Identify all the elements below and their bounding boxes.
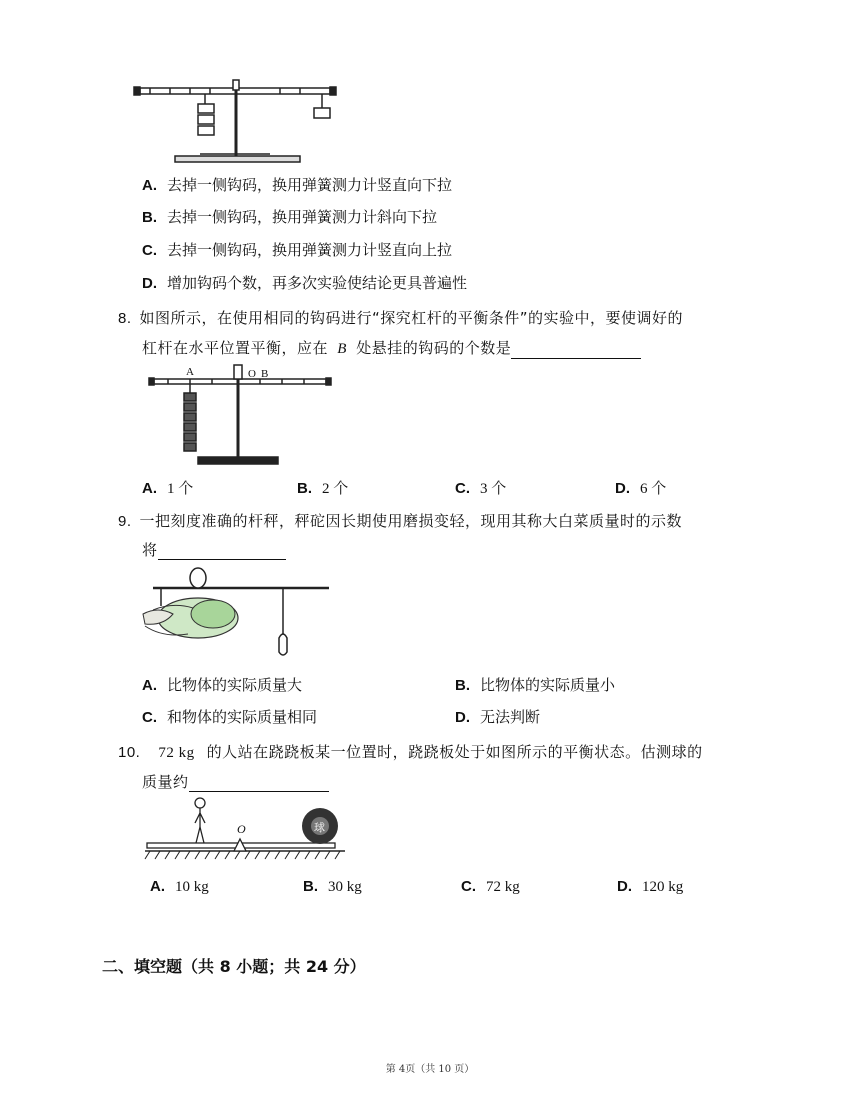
option-text: 6 个 bbox=[640, 481, 667, 497]
ball-label: 球 bbox=[314, 821, 325, 834]
option-text: 去掉一侧钩码，换用弹簧测力计竖直向下拉 bbox=[167, 176, 453, 194]
point-label: B bbox=[337, 341, 347, 357]
q7-option-d bbox=[142, 273, 467, 294]
label-o: O bbox=[248, 368, 256, 380]
q9-text: 一把刻度准确的杆秤，秤砣因长期使用磨损变轻，现用其称大白菜质量时的示数 bbox=[139, 512, 683, 530]
option-key: C. bbox=[461, 878, 476, 895]
q9-stem-line1 bbox=[118, 511, 682, 532]
q10-text: 的人站在跷跷板某一位置时，跷跷板处于如图所示的平衡状态。估测球的 bbox=[206, 743, 703, 761]
q8-stem-line1 bbox=[118, 308, 683, 329]
option-text: 去掉一侧钩码，换用弹簧测力计斜向下拉 bbox=[167, 208, 438, 226]
option-key: B. bbox=[303, 878, 318, 895]
question-number: 9. bbox=[118, 513, 132, 530]
option-key: A. bbox=[142, 480, 157, 497]
q9-option-c bbox=[142, 707, 317, 728]
option-text: 和物体的实际质量相同 bbox=[167, 708, 318, 726]
option-key: A. bbox=[142, 677, 157, 694]
q9-steelyard-figure bbox=[133, 566, 333, 666]
q9-option-b bbox=[455, 675, 615, 696]
option-text: 30 kg bbox=[328, 879, 362, 895]
q10-stem-line1 bbox=[118, 742, 703, 763]
q7-option-b bbox=[142, 207, 437, 228]
answer-blank bbox=[158, 543, 286, 560]
option-key: B. bbox=[142, 209, 157, 226]
option-key: A. bbox=[142, 177, 157, 194]
q10-option-a bbox=[150, 876, 209, 897]
q7-lever-figure bbox=[130, 78, 350, 168]
question-number: 10. bbox=[118, 744, 141, 761]
option-text: 2 个 bbox=[322, 481, 349, 497]
option-key: D. bbox=[455, 709, 470, 726]
q9-text2: 将 bbox=[142, 541, 158, 559]
q8-option-b bbox=[297, 478, 348, 499]
option-text: 10 kg bbox=[175, 879, 209, 895]
q8-text-pre: 杠杆在水平位置平衡，应在 bbox=[142, 339, 329, 357]
q8-text: 如图所示，在使用相同的钩码进行“探究杠杆的平衡条件”的实验中，要使调好的 bbox=[139, 309, 684, 327]
option-key: B. bbox=[455, 677, 470, 694]
q10-option-d bbox=[617, 876, 683, 897]
q10-text2: 质量约 bbox=[142, 773, 189, 791]
question-number: 8. bbox=[118, 310, 132, 327]
label-a: A bbox=[186, 366, 194, 378]
option-key: A. bbox=[150, 878, 165, 895]
q10-stem-line2 bbox=[142, 772, 329, 792]
section-title: 二、填空题（共 8 小题；共 24 分） bbox=[102, 957, 366, 976]
q9-option-d bbox=[455, 707, 540, 728]
option-text: 增加钩码个数，再多次实验使结论更具普遍性 bbox=[167, 274, 468, 292]
q8-option-c bbox=[455, 478, 506, 499]
q7-option-a bbox=[142, 175, 452, 196]
q10-seesaw-figure bbox=[145, 793, 345, 863]
option-key: D. bbox=[142, 275, 157, 292]
option-text: 1 个 bbox=[167, 481, 194, 497]
option-key: D. bbox=[617, 878, 632, 895]
answer-blank bbox=[511, 342, 641, 359]
option-text: 3 个 bbox=[480, 481, 507, 497]
option-text: 无法判断 bbox=[480, 708, 541, 726]
q9-option-a bbox=[142, 675, 302, 696]
q8-option-d bbox=[615, 478, 666, 499]
q7-option-c bbox=[142, 240, 452, 261]
option-text: 比物体的实际质量大 bbox=[167, 676, 303, 694]
option-text: 120 kg bbox=[642, 879, 684, 895]
q8-text-post: 处悬挂的钩码的个数是 bbox=[356, 339, 512, 357]
page-footer: 第 4页（共 10 页） bbox=[385, 1064, 475, 1075]
pivot-label: O bbox=[237, 822, 246, 836]
option-text: 比物体的实际质量小 bbox=[480, 676, 616, 694]
option-text: 72 kg bbox=[486, 879, 520, 895]
person-mass: 72 kg bbox=[158, 745, 195, 761]
option-key: C. bbox=[142, 242, 157, 259]
q8-lever-figure bbox=[148, 363, 338, 471]
q8-stem-line2 bbox=[142, 338, 641, 359]
option-key: C. bbox=[142, 709, 157, 726]
q9-stem-line2 bbox=[142, 540, 286, 560]
answer-blank bbox=[189, 775, 329, 792]
option-key: D. bbox=[615, 480, 630, 497]
q8-option-a bbox=[142, 478, 193, 499]
q10-option-c bbox=[461, 876, 520, 897]
option-text: 去掉一侧钩码，换用弹簧测力计竖直向上拉 bbox=[167, 241, 453, 259]
cabbage-icon bbox=[143, 598, 238, 638]
q10-option-b bbox=[303, 876, 362, 897]
option-key: C. bbox=[455, 480, 470, 497]
label-b: B bbox=[261, 368, 269, 380]
option-key: B. bbox=[297, 480, 312, 497]
